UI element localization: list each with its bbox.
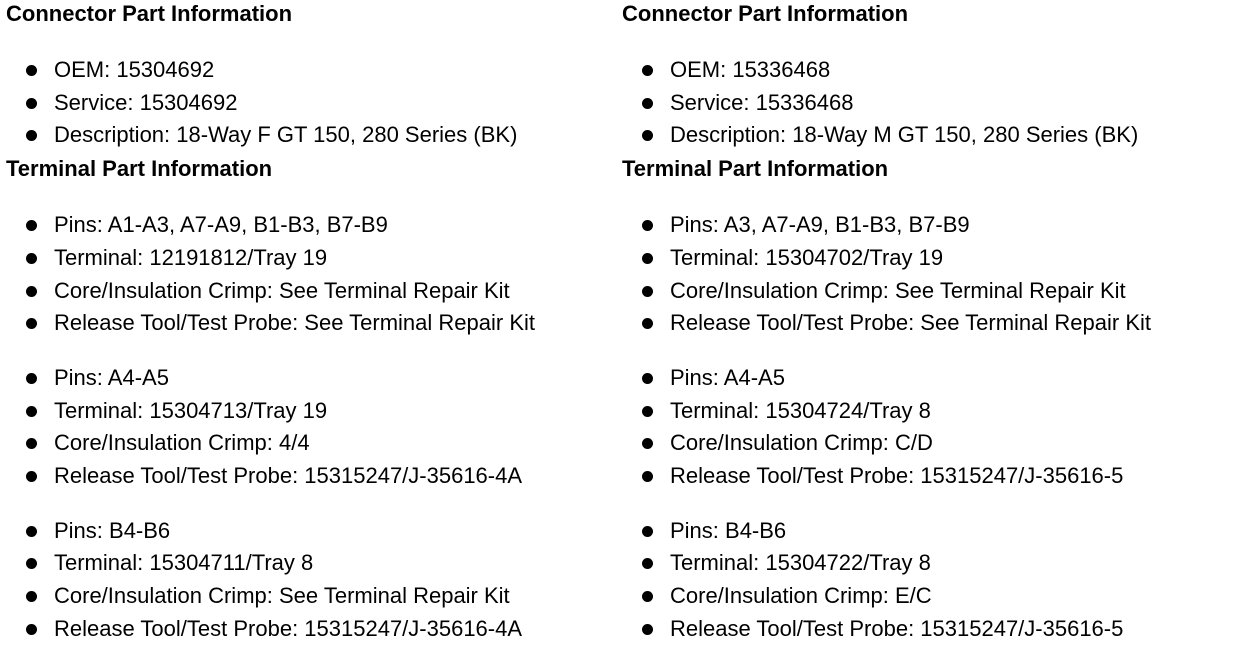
list-item: Pins: B4-B6 <box>622 515 1242 548</box>
terminal-heading-right: Terminal Part Information <box>622 156 889 182</box>
list-item: OEM: 15336468 <box>622 54 1242 87</box>
right-column <box>622 0 1242 646</box>
list-item: Release Tool/Test Probe: 15315247/J-35616-5 <box>622 613 1242 646</box>
list-item: OEM: 15304692 <box>6 54 616 87</box>
list-item: Release Tool/Test Probe: 15315247/J-35616-4A <box>6 613 616 646</box>
list-item: Terminal: 15304722/Tray 8 <box>622 547 1242 580</box>
list-item: Core/Insulation Crimp: E/C <box>622 580 1242 613</box>
list-item: Pins: A1-A3, A7-A9, B1-B3, B7-B9 <box>6 209 616 242</box>
terminal-group-right-1 <box>622 209 1242 340</box>
connector-list-left <box>6 54 616 152</box>
list-item: Terminal: 12191812/Tray 19 <box>6 242 616 275</box>
list-item: Service: 15304692 <box>6 87 616 120</box>
terminal-group-left-1 <box>6 209 616 340</box>
terminal-heading-left: Terminal Part Information <box>6 156 273 182</box>
terminal-group-right-3 <box>622 515 1242 646</box>
list-item: Release Tool/Test Probe: See Terminal Repair Kit <box>622 307 1242 340</box>
list-item: Pins: B4-B6 <box>6 515 616 548</box>
list-item: Release Tool/Test Probe: See Terminal Repair Kit <box>6 307 616 340</box>
list-item: Core/Insulation Crimp: See Terminal Repair Kit <box>622 275 1242 308</box>
terminal-group-left-2 <box>6 362 616 493</box>
list-item: Pins: A3, A7-A9, B1-B3, B7-B9 <box>622 209 1242 242</box>
list-item: Description: 18-Way M GT 150, 280 Series (BK) <box>622 119 1242 152</box>
terminal-group-left-3 <box>6 515 616 646</box>
list-item: Core/Insulation Crimp: See Terminal Repair Kit <box>6 275 616 308</box>
list-item: Core/Insulation Crimp: See Terminal Repair Kit <box>6 580 616 613</box>
terminal-group-right-2 <box>622 362 1242 493</box>
list-item: Release Tool/Test Probe: 15315247/J-35616-5 <box>622 460 1242 493</box>
connector-list-right <box>622 54 1242 152</box>
left-column <box>6 0 616 646</box>
list-item: Terminal: 15304713/Tray 19 <box>6 395 616 428</box>
list-item: Service: 15336468 <box>622 87 1242 120</box>
list-item: Terminal: 15304711/Tray 8 <box>6 547 616 580</box>
connector-heading-right: Connector Part Information <box>622 1 909 26</box>
list-item: Release Tool/Test Probe: 15315247/J-35616-4A <box>6 460 616 493</box>
list-item: Terminal: 15304702/Tray 19 <box>622 242 1242 275</box>
list-item: Core/Insulation Crimp: C/D <box>622 427 1242 460</box>
list-item: Core/Insulation Crimp: 4/4 <box>6 427 616 460</box>
list-item: Pins: A4-A5 <box>6 362 616 395</box>
list-item: Description: 18-Way F GT 150, 280 Series (BK) <box>6 119 616 152</box>
list-item: Terminal: 15304724/Tray 8 <box>622 395 1242 428</box>
connector-heading-left: Connector Part Information <box>6 1 293 26</box>
list-item: Pins: A4-A5 <box>622 362 1242 395</box>
